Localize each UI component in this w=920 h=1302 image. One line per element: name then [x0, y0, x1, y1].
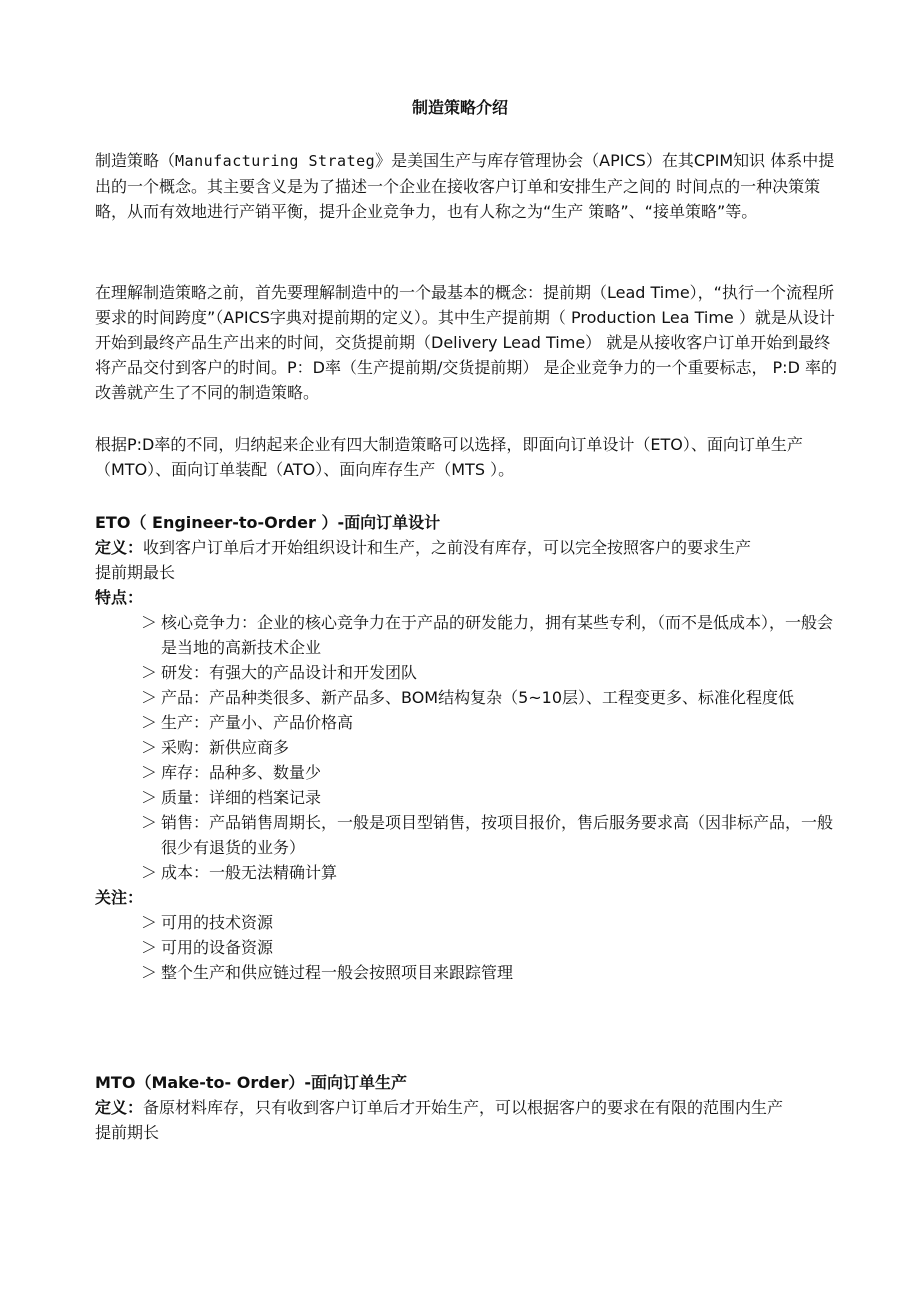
list-item: ＞ 核心竞争力：企业的核心竞争力在于产品的研发能力，拥有某些专利，（而不是低成本），一般会是当地的高新技术企业 [95, 610, 840, 660]
list-item: ＞ 质量：详细的档案记录 [95, 785, 840, 810]
arrow-bullet-icon: ＞ [141, 788, 158, 807]
intro-p1-rest: 》是美国生产与库存管理协会（APICS）在其CPIM知识 体系中提出的一个概念。其主要含义是为了描述一个企业在接收客户订单和安排生产之间的 时间点的一种决策策略，从而有效地进行产销平衡，提升企业竞争力，也有人称之为“生产 策略”、“接单策略”等。 [95, 151, 835, 221]
eto-lead-time: 提前期最长 [95, 563, 176, 582]
list-item: ＞ 生产：产量小、产品价格高 [95, 710, 840, 735]
arrow-bullet-icon: ＞ [141, 863, 158, 882]
list-item: ＞ 采购：新供应商多 [95, 735, 840, 760]
arrow-bullet-icon: ＞ [141, 713, 158, 732]
arrow-bullet-icon: ＞ [141, 613, 158, 632]
mto-heading: MTO（Make-to- Order）-面向订单生产 [95, 1073, 408, 1092]
list-item: ＞ 整个生产和供应链过程一般会按照项目来跟踪管理 [95, 960, 840, 985]
eto-def-label: 定义： [95, 538, 144, 557]
mto-definition [95, 1095, 840, 1120]
list-item: ＞ 库存：品种多、数量少 [95, 760, 840, 785]
mto-def-text: 备原材料库存，只有收到客户订单后才开始生产，可以根据客户的要求在有限的范围内生产 [143, 1098, 784, 1117]
eto-attention-list [95, 910, 840, 985]
arrow-bullet-icon: ＞ [141, 913, 158, 932]
eto-definition [95, 535, 840, 560]
eto-def-text: 收到客户订单后才开始组织设计和生产，之前没有库存，可以完全按照客户的要求生产 [143, 538, 752, 557]
mto-section [95, 1070, 840, 1145]
arrow-bullet-icon: ＞ [141, 763, 158, 782]
arrow-bullet-icon: ＞ [141, 963, 158, 982]
intro-paragraph-1 [95, 148, 840, 224]
eto-section [95, 510, 840, 985]
eto-features-label: 特点： [95, 588, 144, 607]
arrow-bullet-icon: ＞ [141, 738, 158, 757]
list-item: ＞ 可用的技术资源 [95, 910, 840, 935]
intro-paragraph-2 [95, 280, 840, 405]
list-item: ＞ 成本：一般无法精确计算 [95, 860, 840, 885]
intro-p1-english: Manufacturing Strateg [175, 152, 376, 170]
mto-lead-time: 提前期长 [95, 1123, 160, 1142]
arrow-bullet-icon: ＞ [141, 813, 158, 832]
mto-def-label: 定义： [95, 1098, 144, 1117]
intro-p3-text: 根据P:D率的不同，归纳起来企业有四大制造策略可以选择，即面向订单设计（ETO）、面向订单生产（MTO）、面向订单装配（ATO）、面向库存生产（MTS ）。 [95, 435, 803, 479]
intro-paragraph-3 [95, 432, 840, 482]
arrow-bullet-icon: ＞ [141, 688, 158, 707]
list-item: ＞ 研发：有强大的产品设计和开发团队 [95, 660, 840, 685]
arrow-bullet-icon: ＞ [141, 663, 158, 682]
eto-attention-label: 关注： [95, 888, 144, 907]
list-item: ＞ 销售：产品销售周期长，一般是项目型销售，按项目报价，售后服务要求高（因非标产品，一般很少有退货的业务） [95, 810, 840, 860]
list-item: ＞ 可用的设备资源 [95, 935, 840, 960]
page-title: 制造策略介绍 [411, 98, 508, 117]
intro-p2-text: 在理解制造策略之前，首先要理解制造中的一个最基本的概念：提前期（Lead Time），“执行一个流程所要求的时间跨度”（APICS字典对提前期的定义）。其中生产提前期（ Production Lea Time ）就是从设计开始到最终产品生产出来的时间，交货提前期（Delivery Lead Time） 就是从接收客户订单开始到最终将产品交付到客户的时间。P：D率（生产提前期/交货提前期） 是企业竞争力的一个重要标志， P:D 率的改善就产生了不同的制造策略。 [95, 283, 837, 402]
intro-p1-prefix: 制造策略（ [95, 151, 176, 170]
eto-features-list [95, 610, 840, 885]
eto-heading: ETO（ Engineer-to-Order ）-面向订单设计 [95, 513, 441, 532]
list-item: ＞ 产品：产品种类很多、新产品多、BOM结构复杂（5~10层）、工程变更多、标准化程度低 [95, 685, 840, 710]
arrow-bullet-icon: ＞ [141, 938, 158, 957]
